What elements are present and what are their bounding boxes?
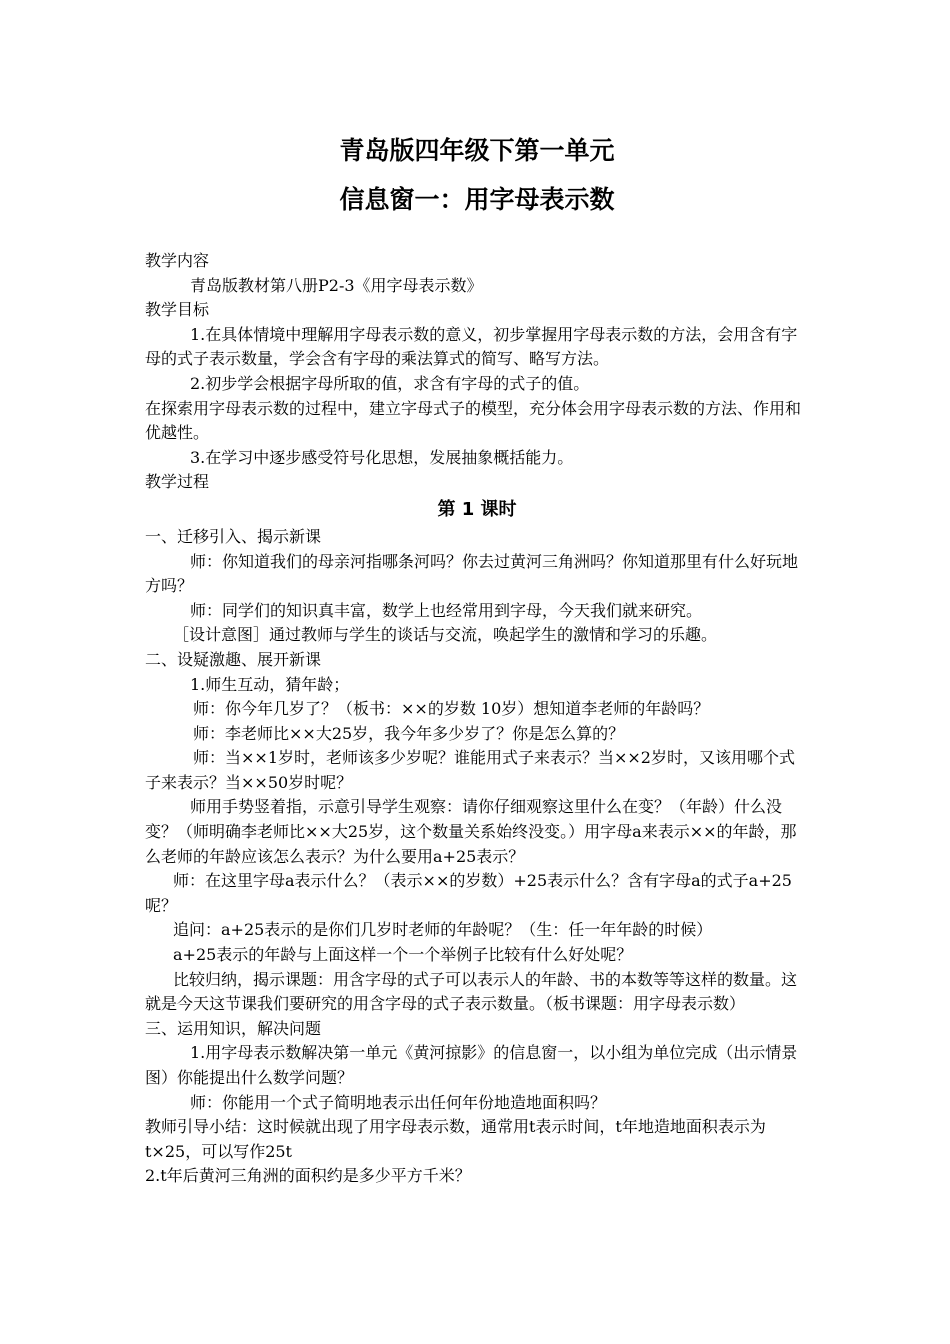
- paragraph: 教师引导小结：这时候就出现了用字母表示数，通常用t表示时间，t年地造地面积表示为t×25，可以写作25t: [145, 1117, 766, 1161]
- section-heading: 二、设疑激趣、展开新课: [145, 649, 322, 669]
- section-heading: 一、迁移引入、揭示新课: [145, 526, 322, 546]
- paragraph: 师：李老师比××大25岁，我今年多少岁了？你是怎么算的？: [193, 723, 625, 743]
- paragraph: 在探索用字母表示数的过程中，建立字母式子的模型，充分体会用字母表示数的方法、作用和优越性。: [145, 398, 802, 443]
- paragraph: 1.用字母表示数解决第一单元《黄河掠影》的信息窗一，以小组为单位完成（出示情景图）你能提出什么数学问题？: [145, 1043, 798, 1087]
- paragraph: ［设计意图］通过教师与学生的谈话与交流，唤起学生的激情和学习的乐趣。: [173, 625, 718, 645]
- paragraph: 师：你能用一个式子简明地表示出任何年份地造地面积吗？: [190, 1092, 607, 1112]
- paragraph: 青岛版教材第八册P2-3《用字母表示数》: [190, 275, 483, 295]
- paragraph: 师：当××1岁时，老师该多少岁呢？谁能用式子来表示？当××2岁时，又该用哪个式子来表示？当××50岁时呢？: [145, 748, 795, 792]
- paragraph: 师：同学们的知识真丰富，数学上也经常用到字母，今天我们就来研究。: [190, 600, 703, 620]
- document-subtitle: 信息窗一：用字母表示数: [339, 185, 615, 214]
- paragraph: 师：在这里字母a表示什么？（表示××的岁数）+25表示什么？含有字母a的式子a+25呢？: [145, 871, 792, 915]
- paragraph: 师：你知道我们的母亲河指哪条河吗？你去过黄河三角洲吗？你知道那里有什么好玩地方吗？: [145, 551, 799, 596]
- paragraph: 3.在学习中逐步感受符号化思想，发展抽象概括能力。: [190, 447, 574, 467]
- paragraph: 2.初步学会根据字母所取的值，求含有字母的式子的值。: [190, 373, 590, 393]
- heading-teaching-content: 教学内容: [145, 251, 210, 270]
- paragraph: 追问：a+25表示的是你们几岁时老师的年龄呢？（生：任一年年龄的时候）: [173, 920, 713, 940]
- paragraph: 师用手势竖着指，示意引导学生观察：请你仔细观察这里什么在变？（年龄）什么没变？（师明确李老师比××大25岁，这个数量关系始终没变。）用字母a来表示××的年龄，那么老师的年龄应该怎么表示？为什么要用a+25表示？: [145, 797, 797, 866]
- heading-teaching-process: 教学过程: [145, 472, 210, 492]
- document-title: 青岛版四年级下第一单元: [339, 136, 615, 165]
- section-heading: 三、运用知识，解决问题: [145, 1018, 322, 1038]
- paragraph: 比较归纳，揭示课题：用含字母的式子可以表示人的年龄、书的本数等等这样的数量。这就是今天这节课我们要研究的用含字母的式子表示数量。（板书课题：用字母表示数）: [145, 969, 798, 1014]
- heading-teaching-goals: 教学目标: [145, 300, 210, 320]
- paragraph: 2.t年后黄河三角洲的面积约是多少平方千米？: [145, 1166, 471, 1186]
- paragraph: 师：你今年几岁了？（板书：××的岁数 10岁）想知道李老师的年龄吗？: [193, 699, 710, 719]
- document-body: [145, 249, 809, 1189]
- paragraph: 1.在具体情境中理解用字母表示数的意义，初步掌握用字母表示数的方法，会用含有字母的式子表示数量，学会含有字母的乘法算式的简写、略写方法。: [145, 324, 798, 369]
- paragraph: a+25表示的年龄与上面这样一个一个举例子比较有什么好处呢？: [173, 945, 633, 965]
- paragraph: 1.师生互动，猜年龄；: [190, 674, 350, 694]
- lesson-heading: 第 1 课时: [437, 498, 517, 520]
